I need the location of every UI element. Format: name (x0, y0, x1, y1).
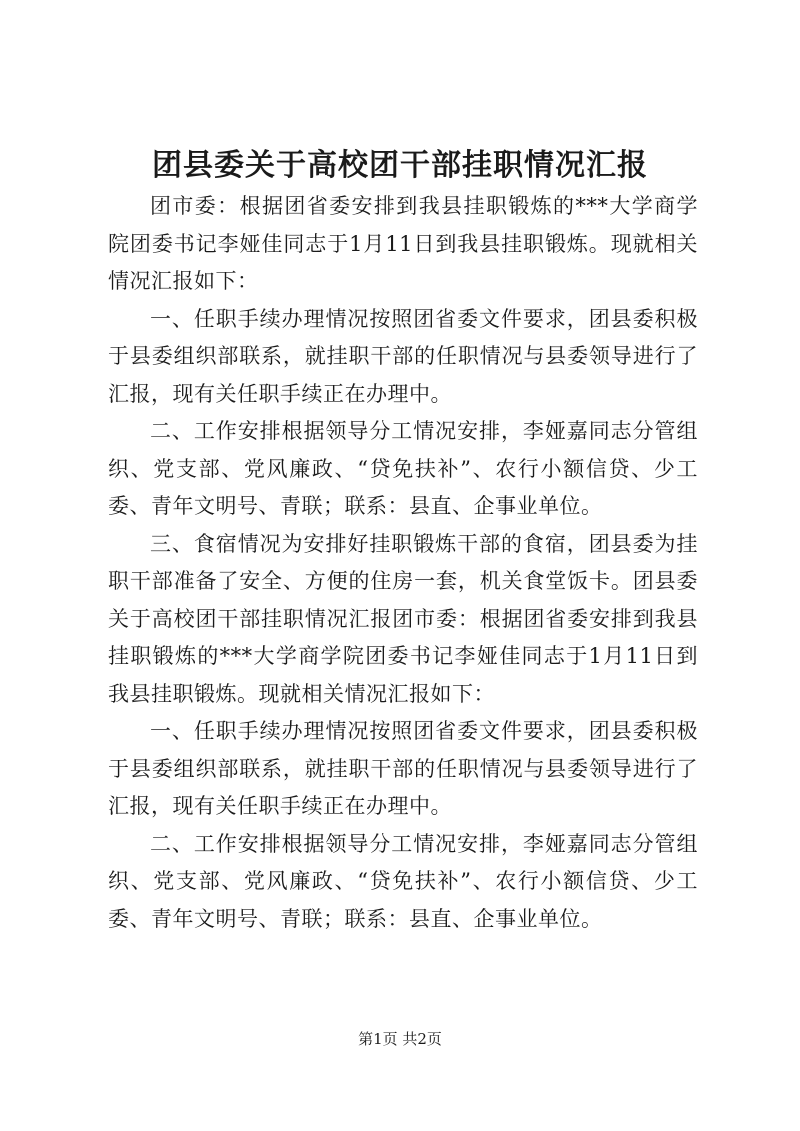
page-footer: 第1页 共2页 (358, 1030, 442, 1048)
document-body (108, 188, 698, 938)
paragraph-intro: 团市委：根据团省委安排到我县挂职锻炼的***大学商学院团委书记李娅佳同志于1月11日到我县挂职锻炼。现就相关情况汇报如下： (108, 194, 698, 293)
paragraph-section-2-repeat: 二、工作安排根据领导分工情况安排，李娅嘉同志分管组织、党支部、党风廉政、“贷免扶补”、农行小额信贷、少工委、青年文明号、青联；联系：县直、企事业单位。 (108, 831, 698, 931)
document-title: 团县委关于高校团干部挂职情况汇报 (152, 148, 648, 183)
paragraph-section-1-repeat: 一、任职手续办理情况按照团省委文件要求，团县委积极于县委组织部联系，就挂职干部的任职情况与县委领导进行了汇报，现有关任职手续正在办理中。 (108, 719, 698, 818)
paragraph-section-3: 三、食宿情况为安排好挂职锻炼干部的食宿，团县委为挂职干部准备了安全、方便的住房一套，机关食堂饭卡。团县委关于高校团干部挂职情况汇报团市委：根据团省委安排到我县挂职锻炼的***大学商学院团委书记李娅佳同志于1月11日到我县挂职锻炼。现就相关情况汇报如下： (108, 531, 698, 706)
paragraph-section-2: 二、工作安排根据领导分工情况安排，李娅嘉同志分管组织、党支部、党风廉政、“贷免扶补”、农行小额信贷、少工委、青年文明号、青联；联系：县直、企事业单位。 (108, 419, 698, 518)
paragraph-section-1: 一、任职手续办理情况按照团省委文件要求，团县委积极于县委组织部联系，就挂职干部的任职情况与县委领导进行了汇报，现有关任职手续正在办理中。 (108, 306, 698, 406)
